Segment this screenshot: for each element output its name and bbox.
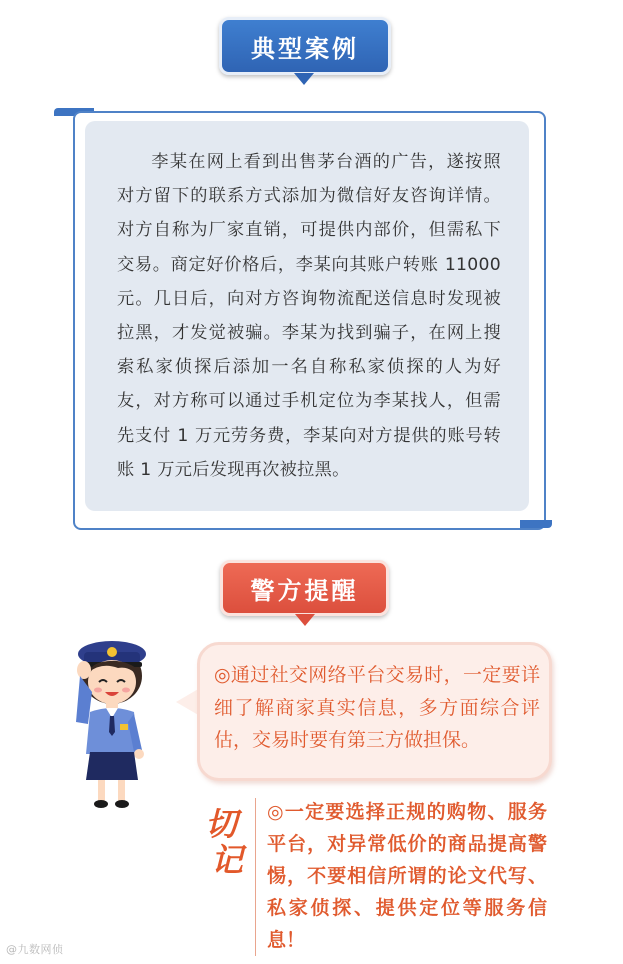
remember-label-char-2: 记 — [211, 841, 244, 879]
watermark: @九数网侦 — [6, 943, 64, 956]
remember-label-char-1: 切 — [205, 805, 238, 843]
remember-divider — [255, 798, 256, 956]
police-title-badge — [220, 560, 389, 616]
police-title: 警方提醒 — [250, 575, 359, 605]
remember-text: ◎一定要选择正规的购物、服务平台，对异常低价的商品提高警惕，不要相信所谓的论文代写、私家侦探、提供定位等服务信息！ — [267, 801, 547, 951]
police-officer-icon — [62, 632, 162, 812]
case-body-text: 李某在网上看到出售茅台酒的广告，遂按照对方留下的联系方式添加为微信好友咨询详情。对方自称为厂家直销，可提供内部价，但需私下交易。商定好价格后，李某向其账户转账 11000 元。几日后，向对方咨询物流配送信息时发现被拉黑，才发觉被骗。李某为找到骗子，在网上搜索私家侦探后添加一名自称私家侦探的人为好友，对方称可以通过手机定位为李某找人，但需先支付 1 万元劳务费，李某向对方提供的账号转账 1 万元后发现再次被拉黑。 — [117, 152, 501, 480]
case-title-badge — [219, 17, 391, 75]
case-title: 典型案例 — [251, 33, 359, 63]
frame-corner-bottom — [520, 520, 552, 528]
bubble-text: ◎通过社交网络平台交易时，一定要详细了解商家真实信息，多方面综合评估，交易时要有第三方做担保。 — [214, 664, 540, 751]
